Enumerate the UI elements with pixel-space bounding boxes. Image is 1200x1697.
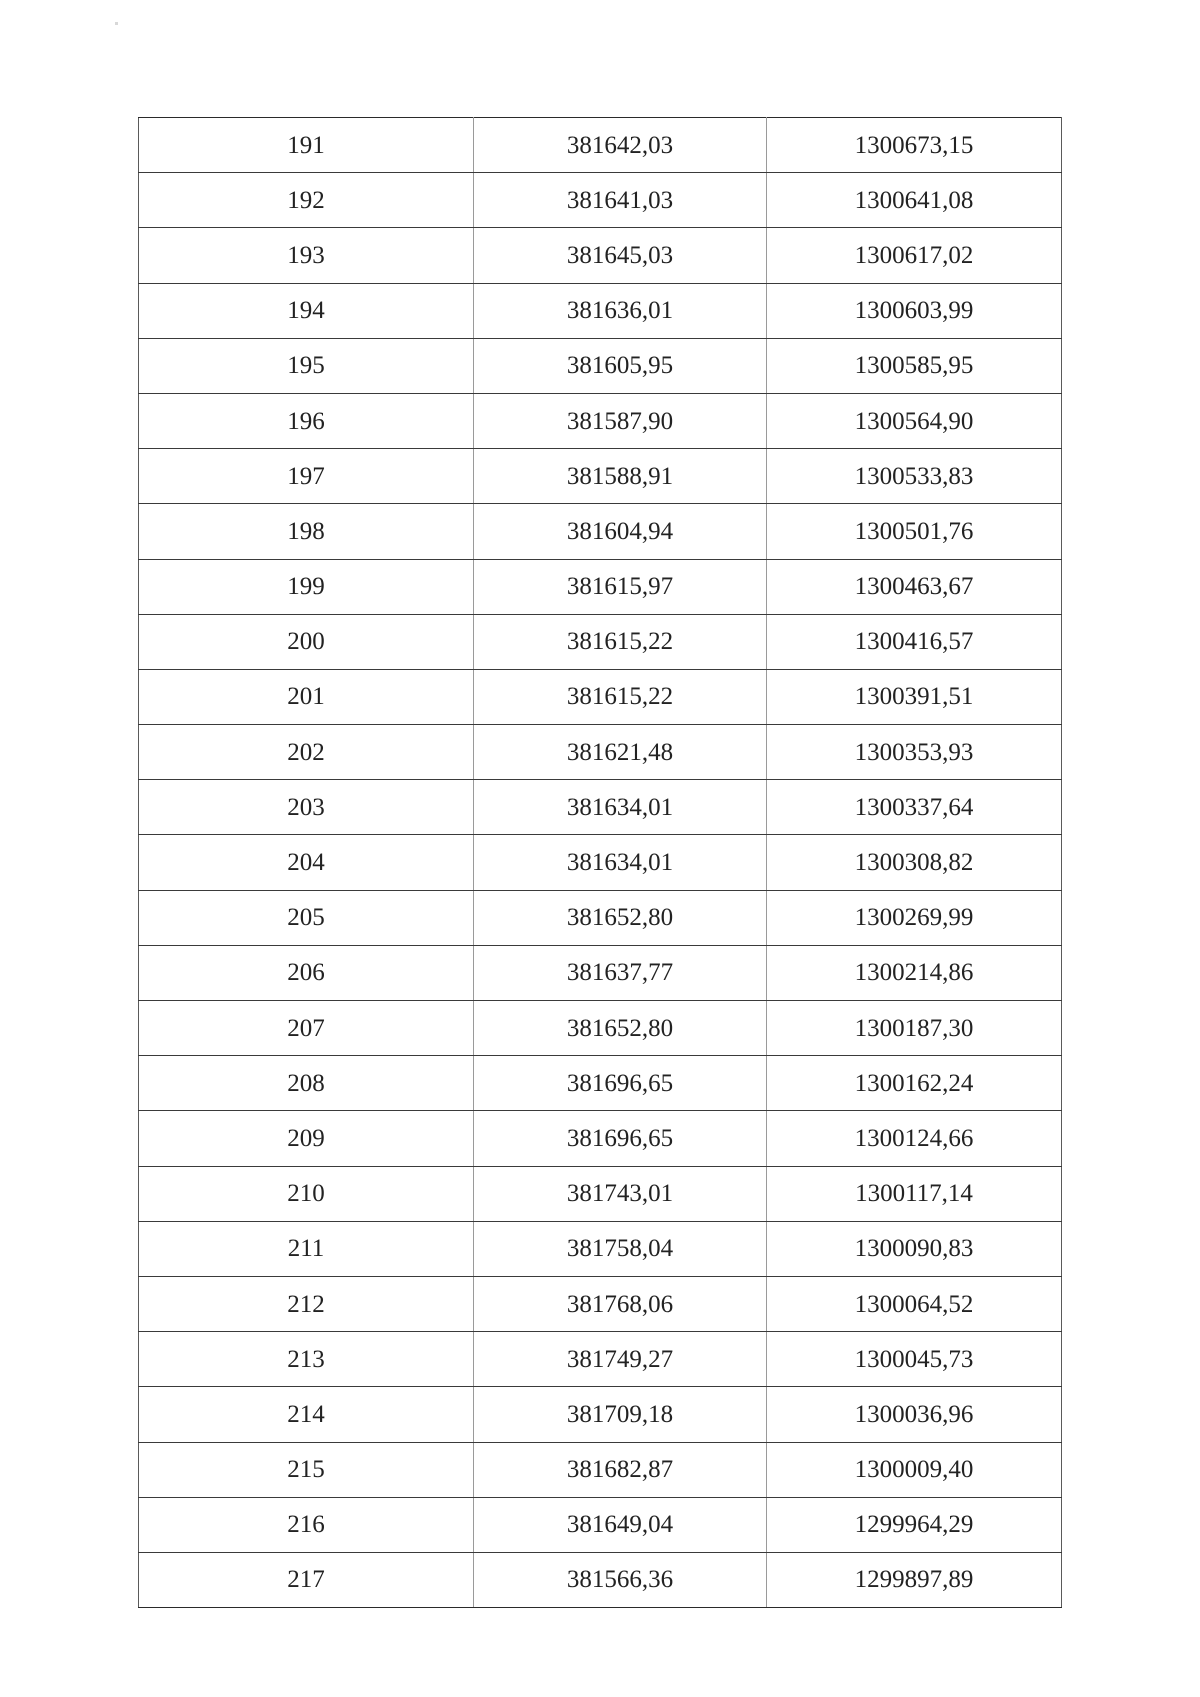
y-coordinate-cell: 1300337,64	[767, 780, 1062, 835]
table-row	[139, 780, 1062, 835]
coordinates-table-body	[139, 118, 1062, 1608]
y-coordinate-cell: 1300045,73	[767, 1332, 1062, 1387]
table-row	[139, 835, 1062, 890]
table-row	[139, 338, 1062, 393]
x-coordinate-cell: 381743,01	[474, 1166, 767, 1221]
point-number-cell: 199	[139, 559, 474, 614]
x-coordinate-cell: 381605,95	[474, 338, 767, 393]
table-row	[139, 614, 1062, 669]
x-coordinate-cell: 381696,65	[474, 1111, 767, 1166]
y-coordinate-cell: 1300009,40	[767, 1442, 1062, 1497]
point-number-cell: 201	[139, 669, 474, 724]
x-coordinate-cell: 381588,91	[474, 449, 767, 504]
table-row	[139, 118, 1062, 173]
table-row	[139, 1276, 1062, 1331]
point-number-cell: 198	[139, 504, 474, 559]
x-coordinate-cell: 381587,90	[474, 393, 767, 448]
y-coordinate-cell: 1300117,14	[767, 1166, 1062, 1221]
table-row	[139, 725, 1062, 780]
point-number-cell: 209	[139, 1111, 474, 1166]
y-coordinate-cell: 1300501,76	[767, 504, 1062, 559]
table-row	[139, 1166, 1062, 1221]
x-coordinate-cell: 381637,77	[474, 945, 767, 1000]
y-coordinate-cell: 1300187,30	[767, 1001, 1062, 1056]
point-number-cell: 200	[139, 614, 474, 669]
x-coordinate-cell: 381749,27	[474, 1332, 767, 1387]
table-row	[139, 1111, 1062, 1166]
table-row	[139, 393, 1062, 448]
x-coordinate-cell: 381566,36	[474, 1552, 767, 1607]
table-row	[139, 173, 1062, 228]
x-coordinate-cell: 381641,03	[474, 173, 767, 228]
point-number-cell: 210	[139, 1166, 474, 1221]
table-row	[139, 1001, 1062, 1056]
y-coordinate-cell: 1299897,89	[767, 1552, 1062, 1607]
y-coordinate-cell: 1300617,02	[767, 228, 1062, 283]
point-number-cell: 211	[139, 1221, 474, 1276]
y-coordinate-cell: 1300036,96	[767, 1387, 1062, 1442]
x-coordinate-cell: 381636,01	[474, 283, 767, 338]
table-row	[139, 228, 1062, 283]
table-row	[139, 890, 1062, 945]
y-coordinate-cell: 1300064,52	[767, 1276, 1062, 1331]
point-number-cell: 191	[139, 118, 474, 173]
point-number-cell: 217	[139, 1552, 474, 1607]
point-number-cell: 195	[139, 338, 474, 393]
table-row	[139, 1332, 1062, 1387]
x-coordinate-cell: 381634,01	[474, 835, 767, 890]
x-coordinate-cell: 381652,80	[474, 1001, 767, 1056]
y-coordinate-cell: 1300391,51	[767, 669, 1062, 724]
point-number-cell: 207	[139, 1001, 474, 1056]
x-coordinate-cell: 381682,87	[474, 1442, 767, 1497]
point-number-cell: 194	[139, 283, 474, 338]
x-coordinate-cell: 381645,03	[474, 228, 767, 283]
y-coordinate-cell: 1300533,83	[767, 449, 1062, 504]
point-number-cell: 197	[139, 449, 474, 504]
y-coordinate-cell: 1299964,29	[767, 1497, 1062, 1552]
point-number-cell: 202	[139, 725, 474, 780]
x-coordinate-cell: 381649,04	[474, 1497, 767, 1552]
point-number-cell: 214	[139, 1387, 474, 1442]
point-number-cell: 196	[139, 393, 474, 448]
x-coordinate-cell: 381652,80	[474, 890, 767, 945]
table-row	[139, 1221, 1062, 1276]
x-coordinate-cell: 381642,03	[474, 118, 767, 173]
point-number-cell: 208	[139, 1056, 474, 1111]
point-number-cell: 204	[139, 835, 474, 890]
table-row	[139, 1552, 1062, 1607]
point-number-cell: 216	[139, 1497, 474, 1552]
point-number-cell: 215	[139, 1442, 474, 1497]
y-coordinate-cell: 1300603,99	[767, 283, 1062, 338]
y-coordinate-cell: 1300090,83	[767, 1221, 1062, 1276]
y-coordinate-cell: 1300162,24	[767, 1056, 1062, 1111]
x-coordinate-cell: 381615,97	[474, 559, 767, 614]
table-row	[139, 1056, 1062, 1111]
y-coordinate-cell: 1300463,67	[767, 559, 1062, 614]
table-row	[139, 669, 1062, 724]
x-coordinate-cell: 381634,01	[474, 780, 767, 835]
table-row	[139, 504, 1062, 559]
point-number-cell: 212	[139, 1276, 474, 1331]
y-coordinate-cell: 1300585,95	[767, 338, 1062, 393]
table-row	[139, 1387, 1062, 1442]
scan-speck	[115, 22, 118, 25]
y-coordinate-cell: 1300308,82	[767, 835, 1062, 890]
point-number-cell: 193	[139, 228, 474, 283]
coordinates-table	[138, 117, 1062, 1608]
x-coordinate-cell: 381696,65	[474, 1056, 767, 1111]
x-coordinate-cell: 381604,94	[474, 504, 767, 559]
x-coordinate-cell: 381768,06	[474, 1276, 767, 1331]
table-row	[139, 559, 1062, 614]
point-number-cell: 206	[139, 945, 474, 1000]
table-row	[139, 945, 1062, 1000]
point-number-cell: 213	[139, 1332, 474, 1387]
y-coordinate-cell: 1300641,08	[767, 173, 1062, 228]
x-coordinate-cell: 381758,04	[474, 1221, 767, 1276]
point-number-cell: 205	[139, 890, 474, 945]
point-number-cell: 203	[139, 780, 474, 835]
y-coordinate-cell: 1300416,57	[767, 614, 1062, 669]
y-coordinate-cell: 1300269,99	[767, 890, 1062, 945]
y-coordinate-cell: 1300214,86	[767, 945, 1062, 1000]
table-row	[139, 449, 1062, 504]
table-row	[139, 1442, 1062, 1497]
point-number-cell: 192	[139, 173, 474, 228]
y-coordinate-cell: 1300673,15	[767, 118, 1062, 173]
x-coordinate-cell: 381615,22	[474, 614, 767, 669]
table-row	[139, 1497, 1062, 1552]
table-row	[139, 283, 1062, 338]
x-coordinate-cell: 381621,48	[474, 725, 767, 780]
y-coordinate-cell: 1300564,90	[767, 393, 1062, 448]
y-coordinate-cell: 1300124,66	[767, 1111, 1062, 1166]
x-coordinate-cell: 381615,22	[474, 669, 767, 724]
x-coordinate-cell: 381709,18	[474, 1387, 767, 1442]
y-coordinate-cell: 1300353,93	[767, 725, 1062, 780]
